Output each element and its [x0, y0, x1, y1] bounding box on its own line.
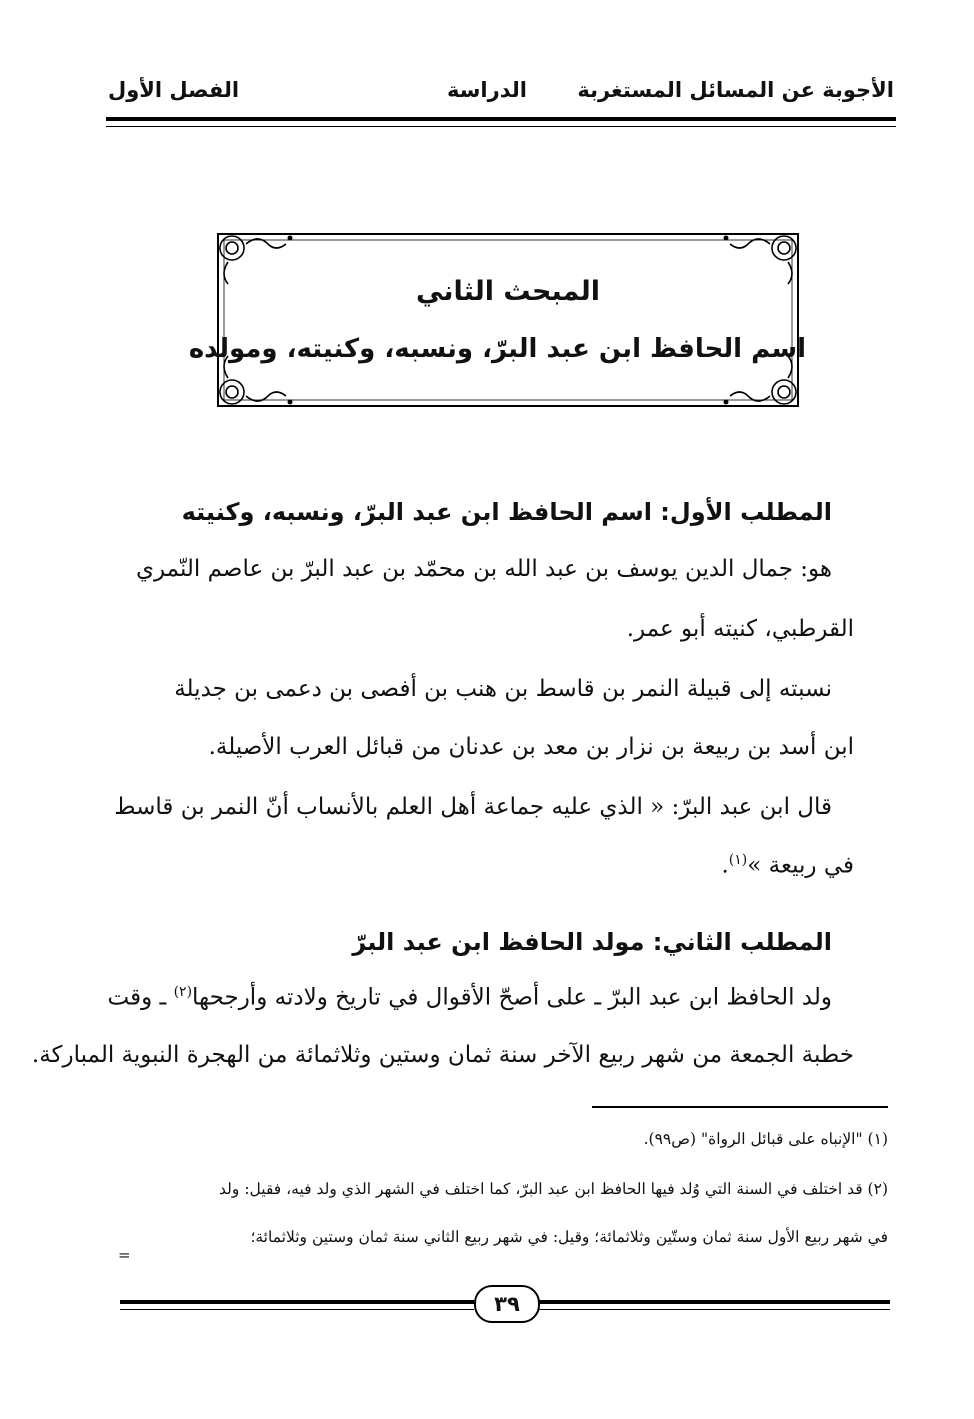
para-4-line-1: [107, 984, 832, 1011]
page-number: ٣٩: [474, 1285, 540, 1323]
matlab-1-heading: [120, 498, 832, 526]
footnote-separator: [592, 1106, 888, 1108]
para-4-line-2: خطبة الجمعة من شهر ربيع الآخر سنة ثمان وستين وثلاثمائة من الهجرة النبوية المباركة.: [31, 1042, 854, 1068]
matlab-1-rest: : اسم الحافظ ابن عبد البرّ، ونسبه، وكنيته: [181, 498, 670, 526]
body-text: [31, 0, 854, 1100]
footnote-2-line-2: في شهر ربيع الأول سنة ثمان وستّين وثلاثمائة؛ وقيل: في شهر ربيع الثاني سنة ثمان وستين وثلاثمائة؛: [250, 1228, 888, 1246]
running-header-book-title: الأجوبة عن المسائل المستغربة: [577, 78, 894, 102]
para-4-line-1-a: ولد الحافظ ابن عبد البرّ ـ على أصحّ الأقوال في تاريخ ولادته وأرجحها: [192, 984, 832, 1011]
para-3-period: .: [721, 852, 729, 879]
para-1-line-2: القرطبي، كنيته أبو عمر.: [626, 616, 854, 642]
footnote-marker-2[interactable]: (٢): [173, 984, 193, 1000]
para-3-line-1: قال ابن عبد البرّ: « الذي عليه جماعة أهل العلم بالأنساب أنّ النمر بن قاسط: [114, 794, 832, 820]
footnote-continuation-mark: =: [118, 1246, 131, 1264]
matlab-1-lead: المطلب الأول: [669, 498, 832, 526]
para-4-line-1-b: ـ وقت: [107, 984, 174, 1011]
footnote-2-line-1: (٢) قد اختلف في السنة التي وُلد فيها الحافظ ابن عبد البرّ، كما اختلف في الشهر الذي ولد فيه، فقيل: ولد: [219, 1180, 888, 1198]
matlab-2-rest: : مولد الحافظ ابن عبد البرّ: [352, 928, 663, 956]
running-header-chapter: الفصل الأول: [108, 78, 240, 102]
footer-rule-right: [538, 1300, 890, 1310]
footnote-marker-1[interactable]: (١): [728, 852, 748, 868]
section-title: المبحث الثاني: [416, 276, 600, 307]
section-subtitle: اسم الحافظ ابن عبد البرّ، ونسبه، وكنيته، ومولده: [188, 334, 806, 364]
running-header-section: الدراسة: [447, 78, 527, 102]
footnote-1: (١) "الإنباه على قبائل الرواة" (ص٩٩).: [643, 1130, 888, 1148]
para-3-line-2: [120, 852, 854, 879]
para-2-line-2: ابن أسد بن ربيعة بن نزار بن معد بن عدنان من قبائل العرب الأصيلة.: [208, 734, 854, 760]
para-2-line-1: نسبته إلى قبيلة النمر بن قاسط بن هنب بن أفصى بن دعمى بن جديلة: [174, 676, 832, 702]
matlab-2-lead: المطلب الثاني: [662, 928, 832, 956]
matlab-2-heading: [120, 928, 832, 956]
para-3-quote-end: في ربيعة »: [747, 852, 854, 879]
footer-rule-left: [120, 1300, 474, 1310]
para-1-line-1: هو: جمال الدين يوسف بن عبد الله بن محمّد بن عبد البرّ بن عاصم النّمري: [135, 556, 832, 582]
